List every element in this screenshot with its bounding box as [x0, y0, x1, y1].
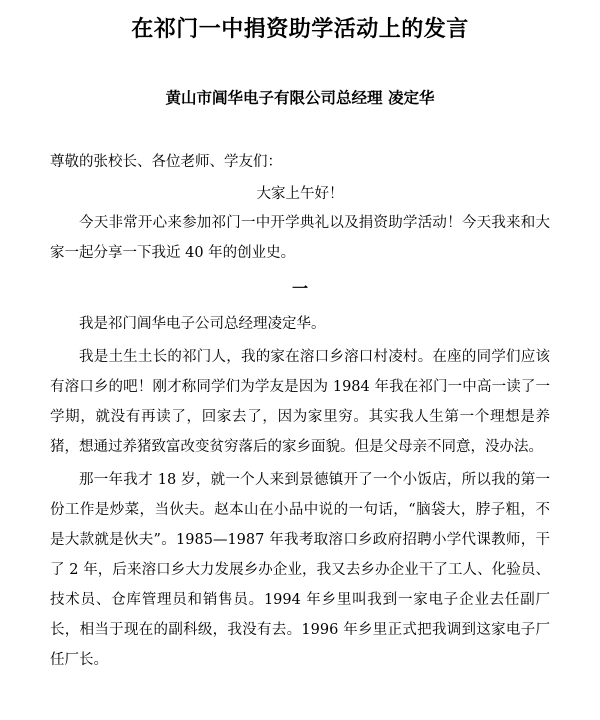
section-number: 一 [291, 279, 308, 298]
salutation: 尊敬的张校长、各位老师、学友们： [50, 154, 282, 170]
body-paragraphs [50, 309, 550, 675]
document-title: 在祁门一中捐资助学活动上的发言 [131, 16, 469, 42]
body-paragraph: 那一年我才 18 岁，就一个人来到景德镇开了一个小饭店，所以我的第一份工作是炒菜，当伙夫。赵本山在小品中说的一句话，“脑袋大，脖子粗，不是大款就是伙夫”。1985—1987 年我考取溶口乡政府招聘小学代课教师，干了 2 年，后来溶口乡大力发展乡办企业，我又去乡办企业干了工人、化验员、技术员、仓库管理员和销售员。1994 年乡里叫我到一家电子企业去任副厂长，相当于现在的副科级，我没有去。1996 年乡里正式把我调到这家电子厂任厂长。 [50, 472, 550, 668]
body-paragraph: 我是土生土长的祁门人，我的家在溶口乡溶口村凌村。在座的同学们应该有溶口乡的吧！刚才称同学们为学友是因为 1984 年我在祁门一中高一读了一学期，就没有再读了，回家去了，因为家里穷。其实我人生第一个理想是养猪，想通过养猪致富改变贫穷落后的家乡面貌。但是父母亲不同意，没办法。 [50, 349, 550, 455]
author-line: 黄山市阊华电子有限公司总经理 凌定华 [165, 88, 435, 107]
intro-paragraph: 今天非常开心来参加祁门一中开学典礼以及捐资助学活动！今天我来和大家一起分享一下我近 40 年的创业史。 [50, 215, 550, 261]
greeting: 大家上午好！ [256, 186, 344, 202]
body-paragraph: 我是祁门阊华电子公司总经理凌定华。 [79, 316, 326, 332]
